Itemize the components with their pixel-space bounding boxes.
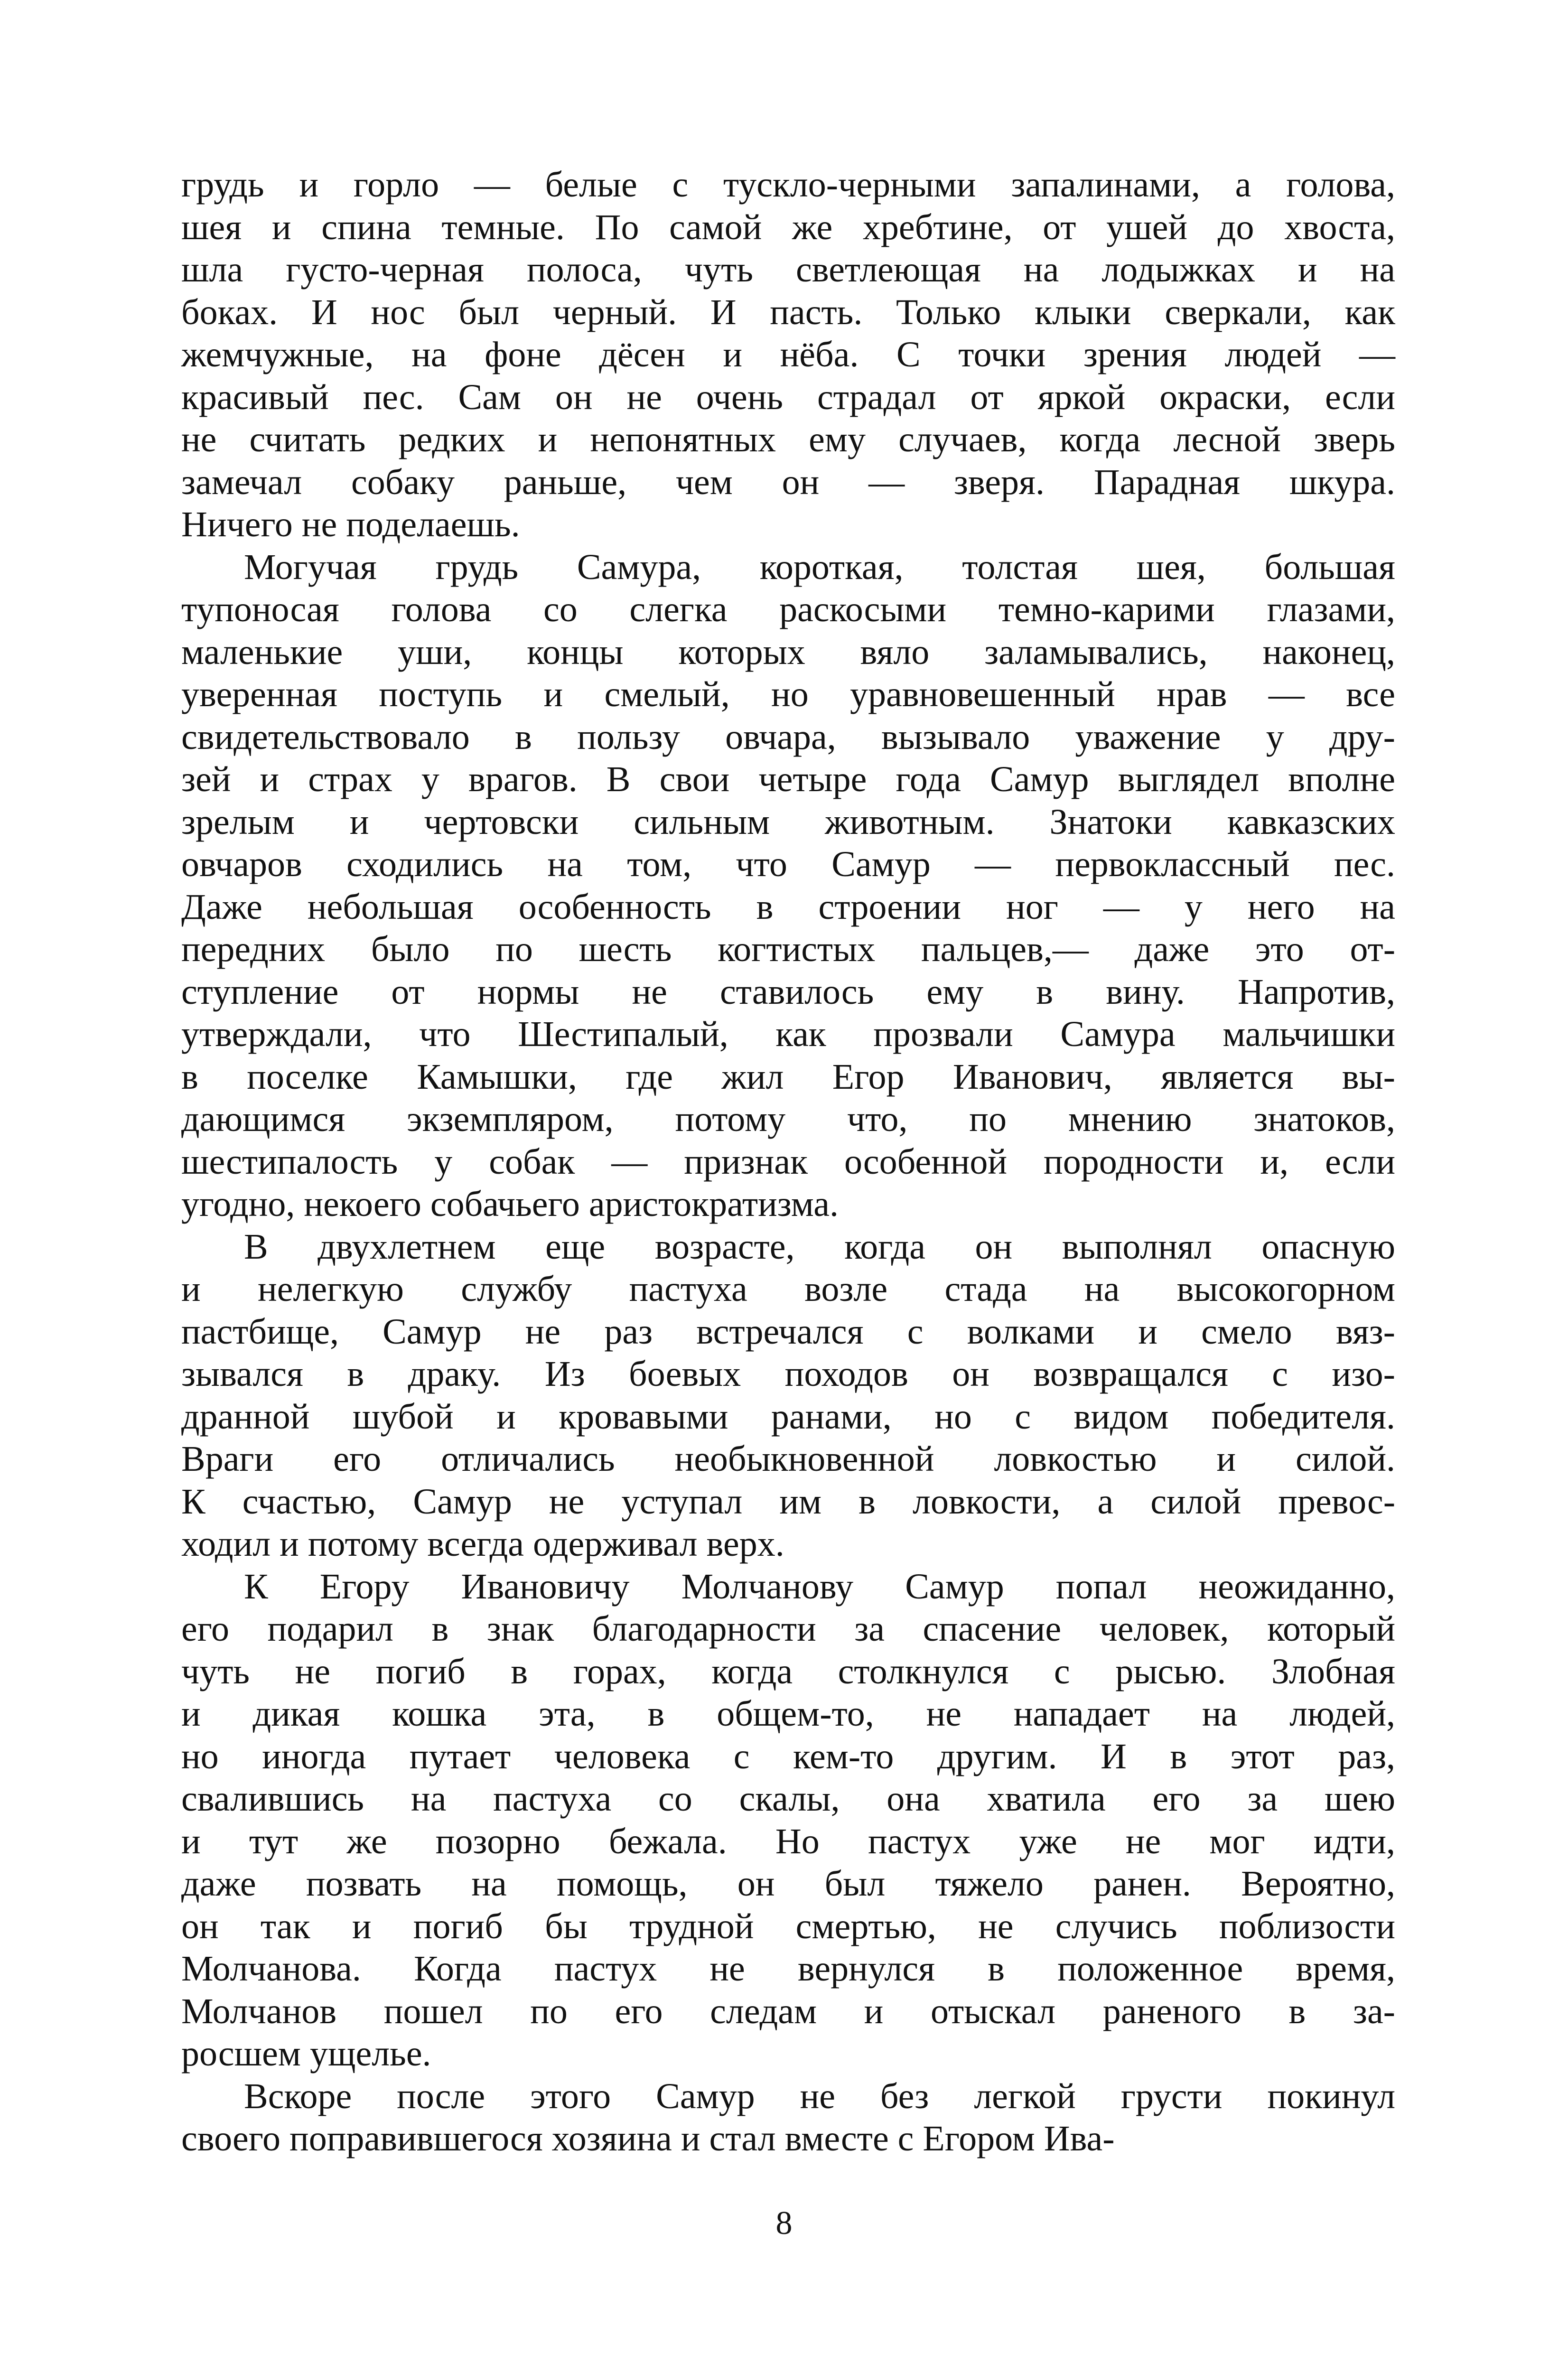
- text-line: не считать редких и непонятных ему случаев, когда лесной зверь: [181, 420, 1395, 459]
- text-line: даже позвать на помощь, он был тяжело ранен. Вероятно,: [181, 1864, 1395, 1904]
- text-line: передних было по шесть когтистых пальцев,— даже это от-: [181, 929, 1395, 969]
- text-line: угодно, некоего собачьего аристократизма.: [181, 1184, 839, 1224]
- text-line: но иногда путает человека с кем-то другим. И в этот раз,: [181, 1736, 1395, 1776]
- text-line: красивый пес. Сам он не очень страдал от яркой окраски, если: [181, 377, 1395, 417]
- text-line: грудь и горло — белые с тускло-черными запалинами, а голова,: [181, 165, 1395, 205]
- paragraph: [181, 546, 1395, 1226]
- text-line: тупоносая голова со слегка раскосыми темно-карими глазами,: [181, 589, 1395, 629]
- text-line: Враги его отличались необыкновенной ловкостью и силой.: [181, 1439, 1395, 1479]
- text-line: Вскоре после этого Самур не без легкой грусти покинул: [244, 2076, 1395, 2116]
- text-line: маленькие уши, концы которых вяло заламывались, наконец,: [181, 632, 1395, 672]
- text-line: шея и спина темные. По самой же хребтине, от ушей до хвоста,: [181, 207, 1395, 247]
- paragraph: [181, 164, 1395, 546]
- text-line: уверенная поступь и смелый, но уравновешенный нрав — все: [181, 674, 1395, 714]
- body-text: [181, 164, 1395, 2160]
- text-line: К Егору Ивановичу Молчанову Самур попал неожиданно,: [244, 1566, 1395, 1607]
- text-line: Молчанова. Когда пастух не вернулся в положенное время,: [181, 1949, 1395, 1989]
- text-line: своего поправившегося хозяина и стал вместе с Егором Ива-: [181, 2119, 1115, 2158]
- text-line: шла густо-черная полоса, чуть светлеющая на лодыжках и на: [181, 250, 1395, 290]
- text-line: он так и погиб бы трудной смертью, не случись поблизости: [181, 1906, 1395, 1946]
- text-line: дранной шубой и кровавыми ранами, но с видом победителя.: [181, 1396, 1395, 1437]
- text-line: Молчанов пошел по его следам и отыскал раненого в за-: [181, 1991, 1395, 2031]
- text-line: дающимся экземпляром, потому что, по мнению знатоков,: [181, 1099, 1395, 1139]
- text-line: К счастью, Самур не уступал им в ловкости, а силой превос-: [181, 1481, 1395, 1522]
- text-line: ступление от нормы не ставилось ему в вину. Напротив,: [181, 972, 1395, 1012]
- text-line: Даже небольшая особенность в строении ног — у него на: [181, 887, 1395, 927]
- text-line: зывался в драку. Из боевых походов он возвращался с изо-: [181, 1354, 1395, 1394]
- text-line: и нелегкую службу пастуха возле стада на высокогорном: [181, 1269, 1395, 1309]
- page-number: 8: [775, 2205, 793, 2242]
- text-line: зрелым и чертовски сильным животным. Знатоки кавказских: [181, 802, 1395, 842]
- text-line: Ничего не поделаешь.: [181, 504, 520, 544]
- text-line: утверждали, что Шестипалый, как прозвали Самура мальчишки: [181, 1014, 1395, 1054]
- text-line: жемчужные, на фоне дёсен и нёба. С точки зрения людей —: [181, 335, 1395, 374]
- text-line: росшем ущелье.: [181, 2034, 431, 2074]
- text-line: пастбище, Самур не раз встречался с волками и смело вяз-: [181, 1311, 1395, 1352]
- paragraph: [181, 2075, 1395, 2160]
- text-line: свидетельствовало в пользу овчара, вызывало уважение у дру-: [181, 717, 1395, 757]
- text-line: его подарил в знак благодарности за спасение человек, который: [181, 1609, 1395, 1649]
- text-line: и дикая кошка эта, в общем-то, не нападает на людей,: [181, 1694, 1395, 1734]
- text-line: чуть не погиб в горах, когда столкнулся с рысью. Злобная: [181, 1651, 1395, 1691]
- text-line: В двухлетнем еще возрасте, когда он выполнял опасную: [244, 1226, 1395, 1267]
- text-line: боках. И нос был черный. И пасть. Только клыки сверкали, как: [181, 292, 1395, 332]
- text-line: ходил и потому всегда одерживал верх.: [181, 1524, 784, 1564]
- text-line: зей и страх у врагов. В свои четыре года Самур выглядел вполне: [181, 759, 1395, 799]
- paragraph: [181, 1566, 1395, 2075]
- paragraph: [181, 1226, 1395, 1566]
- text-line: в поселке Камышки, где жил Егор Иванович, является вы-: [181, 1056, 1395, 1097]
- text-line: свалившись на пастуха со скалы, она хватила его за шею: [181, 1779, 1395, 1819]
- text-line: овчаров сходились на том, что Самур — первоклассный пес.: [181, 844, 1395, 884]
- text-line: замечал собаку раньше, чем он — зверя. Парадная шкура.: [181, 462, 1395, 502]
- text-line: шестипалость у собак — признак особенной породности и, если: [181, 1141, 1395, 1182]
- text-line: Могучая грудь Самура, короткая, толстая шея, большая: [244, 547, 1395, 587]
- text-line: и тут же позорно бежала. Но пастух уже не мог идти,: [181, 1821, 1395, 1861]
